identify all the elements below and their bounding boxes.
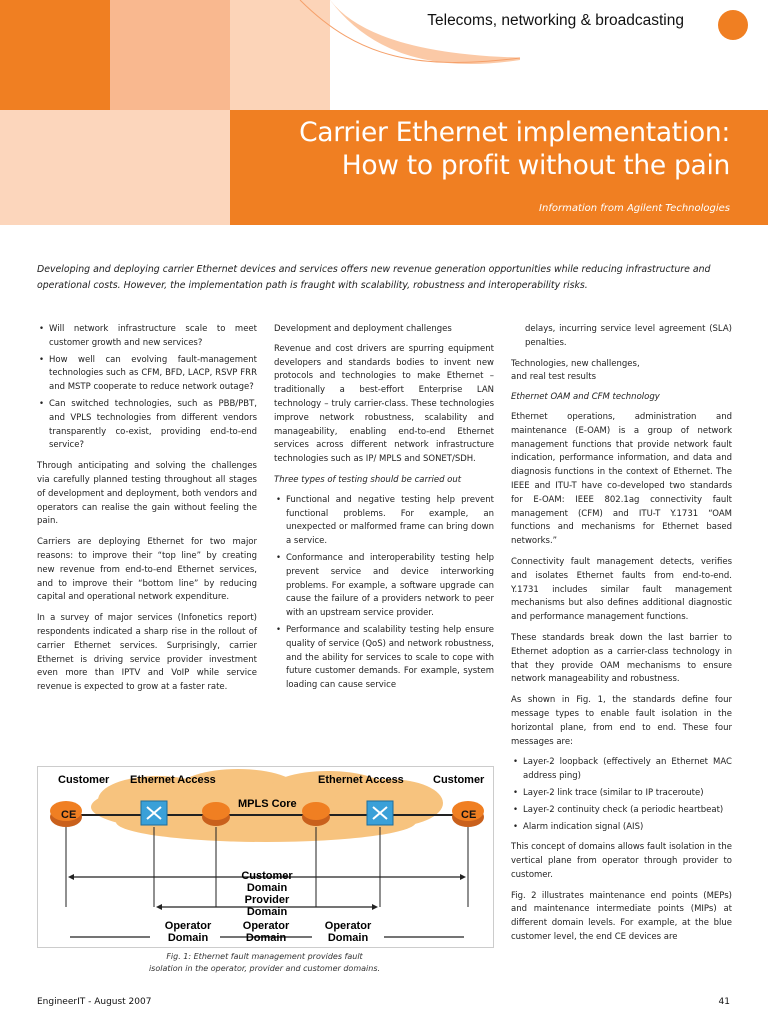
label-ethernet-access-left: Ethernet Access <box>130 774 216 786</box>
section-label: Telecoms, networking & broadcasting <box>427 12 684 29</box>
section-subheading: Three types of testing should be carried out <box>274 474 462 485</box>
caption-line: Fig. 1: Ethernet fault management provides fault <box>166 952 363 961</box>
list-item: • Layer-2 loopback (effectively an Ethernet MAC address ping) <box>523 756 732 784</box>
bullet-list <box>274 494 494 693</box>
figure-1 <box>37 766 494 948</box>
paragraph: Through anticipating and solving the challenges via carefully planned testing throughout all stages of development and deployment, both vendors and operators can realise the gain without feeling the pain. <box>37 461 257 527</box>
list-item: • How well can evolving fault-management technologies such as CFM, BFD, LACP, RSVP FRR and MSTP cooperate to reduce network outage? <box>49 354 257 395</box>
label-ethernet-access-right: Ethernet Access <box>318 774 404 786</box>
article-source: Information from Agilent Technologies <box>539 203 730 214</box>
section-dot-icon <box>718 10 748 40</box>
header-graphic <box>0 0 768 225</box>
column-2 <box>274 323 494 700</box>
switch-icon <box>141 801 167 825</box>
paragraph: Revenue and cost drivers are spurring equipment developers and standards bodies to invent new protocols and technologies to make Ethernet – traditionally a best-effort Enterprise LAN technology – truly carrier-class. These technologies improve network robustness, scalability and manageability, enabling end-to-end Ethernet services across different network infrastructure technologies such as IP/ MPLS and SONET/SDH. <box>274 343 494 465</box>
label-operator-domain-3: Operator <box>324 920 372 932</box>
label-operator-domain-2: Domain <box>245 932 287 944</box>
label-provider-domain: Domain <box>246 906 288 918</box>
label-customer-domain: Domain <box>246 882 288 894</box>
label-ce-right: CE <box>461 809 477 821</box>
article-title <box>299 116 730 182</box>
label-mpls-core: MPLS Core <box>238 798 297 810</box>
paragraph: In a survey of major services (Infonetics report) respondents indicated a sharp rise in the rollout of carrier Ethernet services. Surprisingly, carrier Ethernet is driving service provider investment even more than IPTV and VoIP while service revenue is expected to grow at a faster rate. <box>37 613 257 693</box>
paragraph: Connectivity fault management detects, verifies and isolates Ethernet faults from end-to-end. Y.1731 includes similar fault management mechanisms but also defines additional diagnostic and performance management functions. <box>511 556 732 623</box>
footer-publication: EngineerIT - August 2007 <box>37 997 152 1007</box>
switch-icon <box>367 801 393 825</box>
header-banner <box>0 0 768 225</box>
page-number: 41 <box>718 997 730 1007</box>
title-line: Carrier Ethernet implementation: <box>299 117 730 148</box>
paragraph: This concept of domains allows fault isolation in the vertical plane from operator through provider to customer. <box>511 842 732 880</box>
list-item: • Will network infrastructure scale to meet customer growth and new services? <box>49 323 257 351</box>
section-heading: Development and deployment challenges <box>274 324 452 334</box>
label-operator-domain-3: Domain <box>327 932 369 944</box>
paragraph: Carriers are deploying Ethernet for two major reasons: to improve their “top line” by creating new revenue from end-to-end Ethernet services, and to improve their “bottom line” by reducing capital and operational network expenditure. <box>37 537 257 603</box>
figure-caption <box>37 951 492 975</box>
list-item: • Conformance and interoperability testing help prevent service and device interworking problems. For example, a software upgrade can cause the failure of a providers network to peer with an upstream service provider. <box>286 552 494 621</box>
label-operator-domain-2: Operator <box>242 920 290 932</box>
list-item: • Functional and negative testing help prevent functional problems. For example, an unexpected or malformed frame can bring down a service. <box>286 494 494 549</box>
router-icon <box>202 802 230 826</box>
section-subheading: Ethernet OAM and CFM technology <box>511 392 660 403</box>
list-item: • Layer-2 link trace (similar to IP traceroute) <box>523 787 732 801</box>
label-ce-left: CE <box>61 809 77 821</box>
label-provider-domain: Provider <box>244 894 290 906</box>
paragraph: Ethernet operations, administration and maintenance (E-OAM) is a group of network management functions that provide network fault indication, performance information, and data and diagnosis functions in the context of Ethernet. The IEEE and ITU-T have co-developed two standards for E-OAM: IEEE 802.1ag connectivity fault management (CFM) and ITU-T Y.1731 “OAM functions and mechanisms for Ethernet based networks.” <box>511 411 732 547</box>
column-1 <box>37 323 257 702</box>
section-heading: Technologies, new challenges, <box>511 358 640 369</box>
label-operator-domain-1: Operator <box>164 920 212 932</box>
bullet-list <box>37 323 257 453</box>
paragraph: As shown in Fig. 1, the standards define four message types to enable fault isolation in the horizontal plane, from end to end. These four messages are: <box>511 695 732 747</box>
paragraph: Fig. 2 illustrates maintenance end points (MEPs) and maintenance intermediate points (MIPs) at different domain levels. For example, at the blue customer level, the end CE devices are <box>511 890 732 943</box>
label-customer-left: Customer <box>58 774 110 786</box>
label-customer-domain: Customer <box>241 870 293 882</box>
title-line: How to profit without the pain <box>341 150 730 181</box>
column-3 <box>511 323 732 952</box>
bullet-list <box>511 756 732 834</box>
paragraph: delays, incurring service level agreement (SLA) penalties. <box>525 324 732 348</box>
network-diagram <box>38 767 493 947</box>
list-item: • Layer-2 continuity check (a periodic heartbeat) <box>523 804 732 818</box>
label-customer-right: Customer <box>433 774 485 786</box>
list-item: • Performance and scalability testing help ensure quality of service (QoS) and network robustness, and the ability for services to scale to cope with future customer demands. For example, system loading can cause service <box>286 624 494 693</box>
section-heading: and real test results <box>511 372 597 383</box>
caption-line: isolation in the operator, provider and customer domains. <box>148 964 381 973</box>
router-icon <box>302 802 330 826</box>
lead-paragraph: Developing and deploying carrier Ethernet devices and services offers new revenue generation opportunities while reducing infrastructure and operational costs. However, the implementation path is fraught with scalability, robustness and interoperability risks. <box>37 264 711 291</box>
list-item: • Can switched technologies, such as PBB/PBT, and VPLS technologies from different vendors transparently co-exist, providing end-to-end service? <box>49 398 257 453</box>
list-item: • Alarm indication signal (AIS) <box>523 821 732 835</box>
paragraph: These standards break down the last barrier to Ethernet adoption as a carrier-class technology in that they provide OAM mechanisms to ensure network manageability and robustness. <box>511 632 732 685</box>
label-operator-domain-1: Domain <box>167 932 209 944</box>
